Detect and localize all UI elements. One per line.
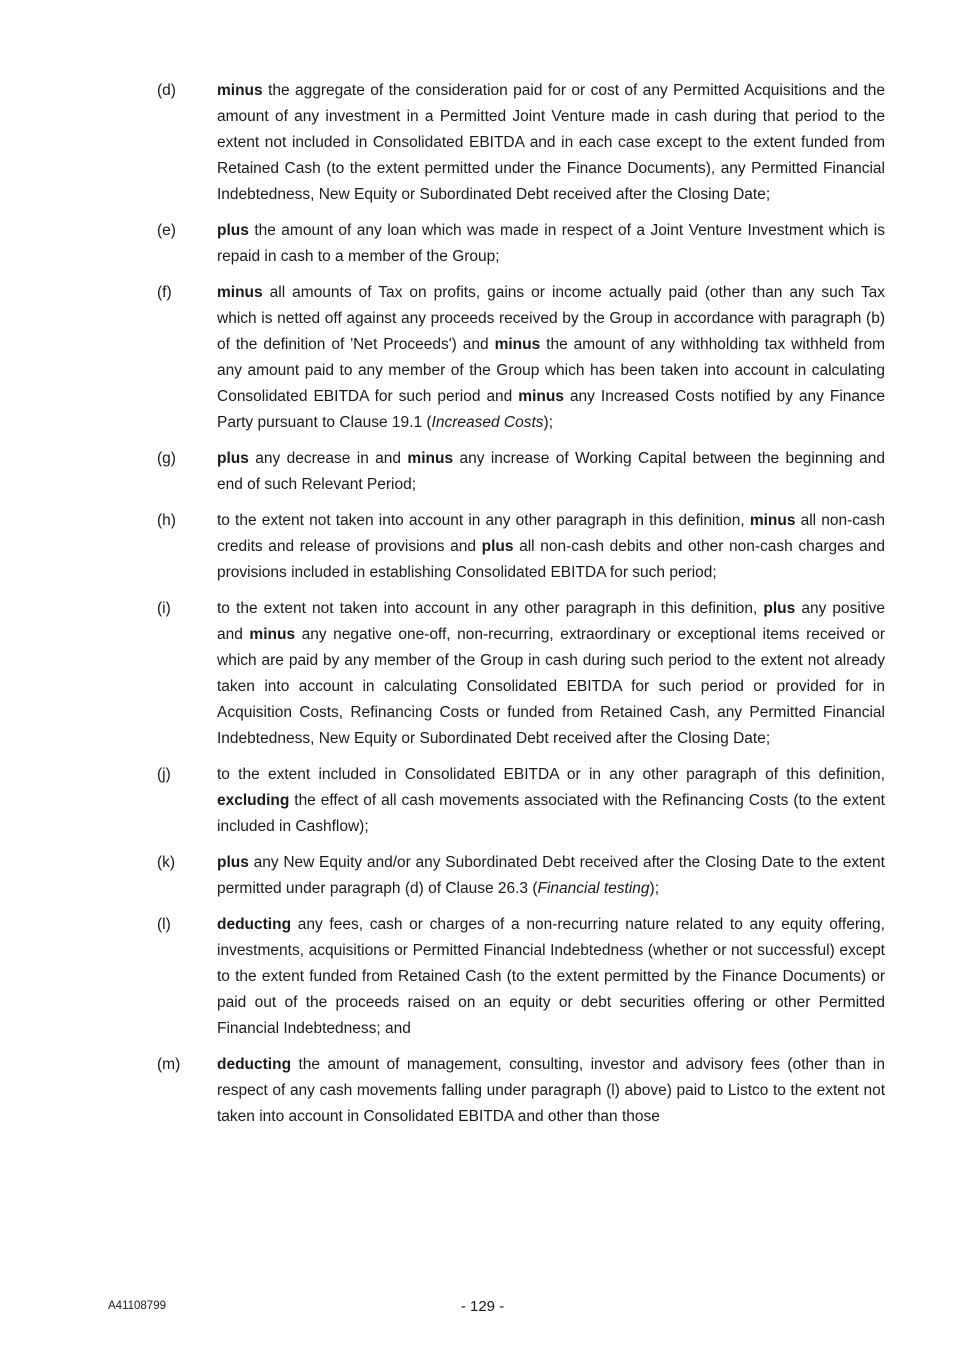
clause-text xyxy=(217,280,885,436)
clause-item xyxy=(157,78,887,208)
clause-text-segment: ); xyxy=(543,414,554,431)
clause-text-segment: any Increased Costs notified by any Finance Party pursuant to Clause 19.1 ( xyxy=(217,388,886,431)
page-number: - 129 - xyxy=(460,1298,505,1315)
italic-reference: Increased Costs xyxy=(431,414,544,431)
clause-label: (f) xyxy=(157,284,172,301)
clause-label: (j) xyxy=(157,766,171,783)
clause-text-segment: to the extent included in Consolidated EBITDA or in any other paragraph of this definition, xyxy=(217,766,885,783)
clause-item xyxy=(157,596,887,752)
clause-text-segment: any negative one-off, non-recurring, extraordinary or exceptional items received or which are paid by any member of the Group in cash during such period to the extent not already taken into account in calculating Consolidated EBITDA for such period or provided for in Acquisition Costs, Refinancing Costs or funded from Retained Cash, any Permitted Financial Indebtedness, New Equity or Subordinated Debt received after the Closing Date; xyxy=(217,626,886,747)
clause-text-segment: the effect of all cash movements associated with the Refinancing Costs (to the extent included in Cashflow); xyxy=(217,792,885,835)
clause-item xyxy=(157,850,887,902)
clause-text xyxy=(217,912,885,1042)
clause-label: (g) xyxy=(157,450,176,467)
clause-text-segment: any increase of Working Capital between the beginning and end of such Relevant Period; xyxy=(217,450,885,493)
clause-text-segment: the amount of any loan which was made in respect of a Joint Venture Investment which is repaid in cash to a member of the Group; xyxy=(217,222,885,265)
bold-term: minus xyxy=(749,512,796,529)
clause-text-segment: ); xyxy=(649,880,659,897)
bold-term: plus xyxy=(217,450,249,467)
clause-label: (h) xyxy=(157,512,176,529)
clause-text-segment: all amounts of Tax on profits, gains or income actually paid (other than any such Tax which is netted off against any proceeds received by the Group in accordance with paragraph (b) of the definition of 'Net Proceeds') and xyxy=(217,284,885,353)
italic-reference: Financial testing xyxy=(537,880,650,897)
clause-text-segment: any New Equity and/or any Subordinated Debt received after the Closing Date to the extent permitted under paragraph (d) of Clause 26.3 ( xyxy=(217,854,885,897)
clause-label: (i) xyxy=(157,600,171,617)
bold-term: minus xyxy=(494,336,541,353)
clause-label: (m) xyxy=(157,1056,181,1073)
clause-text-segment: the aggregate of the consideration paid for or cost of any Permitted Acquisitions and the amount of any investment in a Permitted Joint Venture made in cash during that period to the extent not included in Consolidated EBITDA and in each case except to the extent funded from Retained Cash (to the extent permitted under the Finance Documents), any Permitted Financial Indebtedness, New Equity or Subordinated Debt received after the Closing Date; xyxy=(217,82,885,203)
clause-text-segment: all non-cash credits and release of provisions and xyxy=(217,512,885,555)
clause-text xyxy=(217,1052,885,1130)
clause-label: (d) xyxy=(157,82,176,99)
bold-term: minus xyxy=(518,388,564,405)
clause-text xyxy=(217,762,885,840)
clause-item xyxy=(157,446,887,498)
bold-term: plus xyxy=(481,538,514,555)
bold-term: plus xyxy=(763,600,796,617)
clause-text xyxy=(217,446,885,498)
bold-term: deducting xyxy=(217,916,292,933)
document-reference: A41108799 xyxy=(108,1300,166,1312)
clause-label: (e) xyxy=(157,222,176,239)
bold-term: plus xyxy=(217,854,249,871)
clause-text-segment: to the extent not taken into account in any other paragraph in this definition, xyxy=(217,512,750,529)
clause-text-segment: any positive and xyxy=(217,600,885,643)
clause-text xyxy=(217,596,885,752)
clause-text xyxy=(217,508,885,586)
bold-term: minus xyxy=(249,626,296,643)
clause-label: (k) xyxy=(157,854,176,871)
bold-term: deducting xyxy=(217,1056,292,1073)
clause-item xyxy=(157,218,887,270)
bold-term: excluding xyxy=(217,792,290,809)
clause-list xyxy=(157,78,887,1140)
clause-label: (l) xyxy=(157,916,171,933)
clause-item xyxy=(157,280,887,436)
clause-item xyxy=(157,912,887,1042)
bold-term: minus xyxy=(217,284,263,301)
clause-item xyxy=(157,1052,887,1130)
bold-term: minus xyxy=(407,450,454,467)
clause-text-segment: all non-cash debits and other non-cash charges and provisions included in establishing Consolidated EBITDA for such period; xyxy=(217,538,885,581)
clause-item xyxy=(157,508,887,586)
clause-text xyxy=(217,850,885,902)
bold-term: plus xyxy=(217,222,249,239)
clause-item xyxy=(157,762,887,840)
clause-text-segment: any fees, cash or charges of a non-recurring nature related to any equity offering, investments, acquisitions or Permitted Financial Indebtedness (whether or not successful) except to the extent funded from Retained Cash (to the extent permitted by the Finance Documents) or paid out of the proceeds raised on an equity or debt securities offering or other Permitted Financial Indebtedness; and xyxy=(217,916,885,1037)
clause-text xyxy=(217,78,885,208)
clause-text-segment: any decrease in and xyxy=(248,450,408,467)
bold-term: minus xyxy=(217,82,263,99)
clause-text xyxy=(217,218,885,270)
clause-text-segment: the amount of management, consulting, investor and advisory fees (other than in respect of any cash movements falling under paragraph (l) above) paid to Listco to the extent not taken into account in Consolidated EBITDA and other than those xyxy=(217,1056,885,1125)
clause-text-segment: the amount of any withholding tax withheld from any amount paid to any member of the Group which has been taken into account in calculating Consolidated EBITDA for such period and xyxy=(217,336,885,405)
clause-text-segment: to the extent not taken into account in any other paragraph in this definition, xyxy=(217,600,764,617)
